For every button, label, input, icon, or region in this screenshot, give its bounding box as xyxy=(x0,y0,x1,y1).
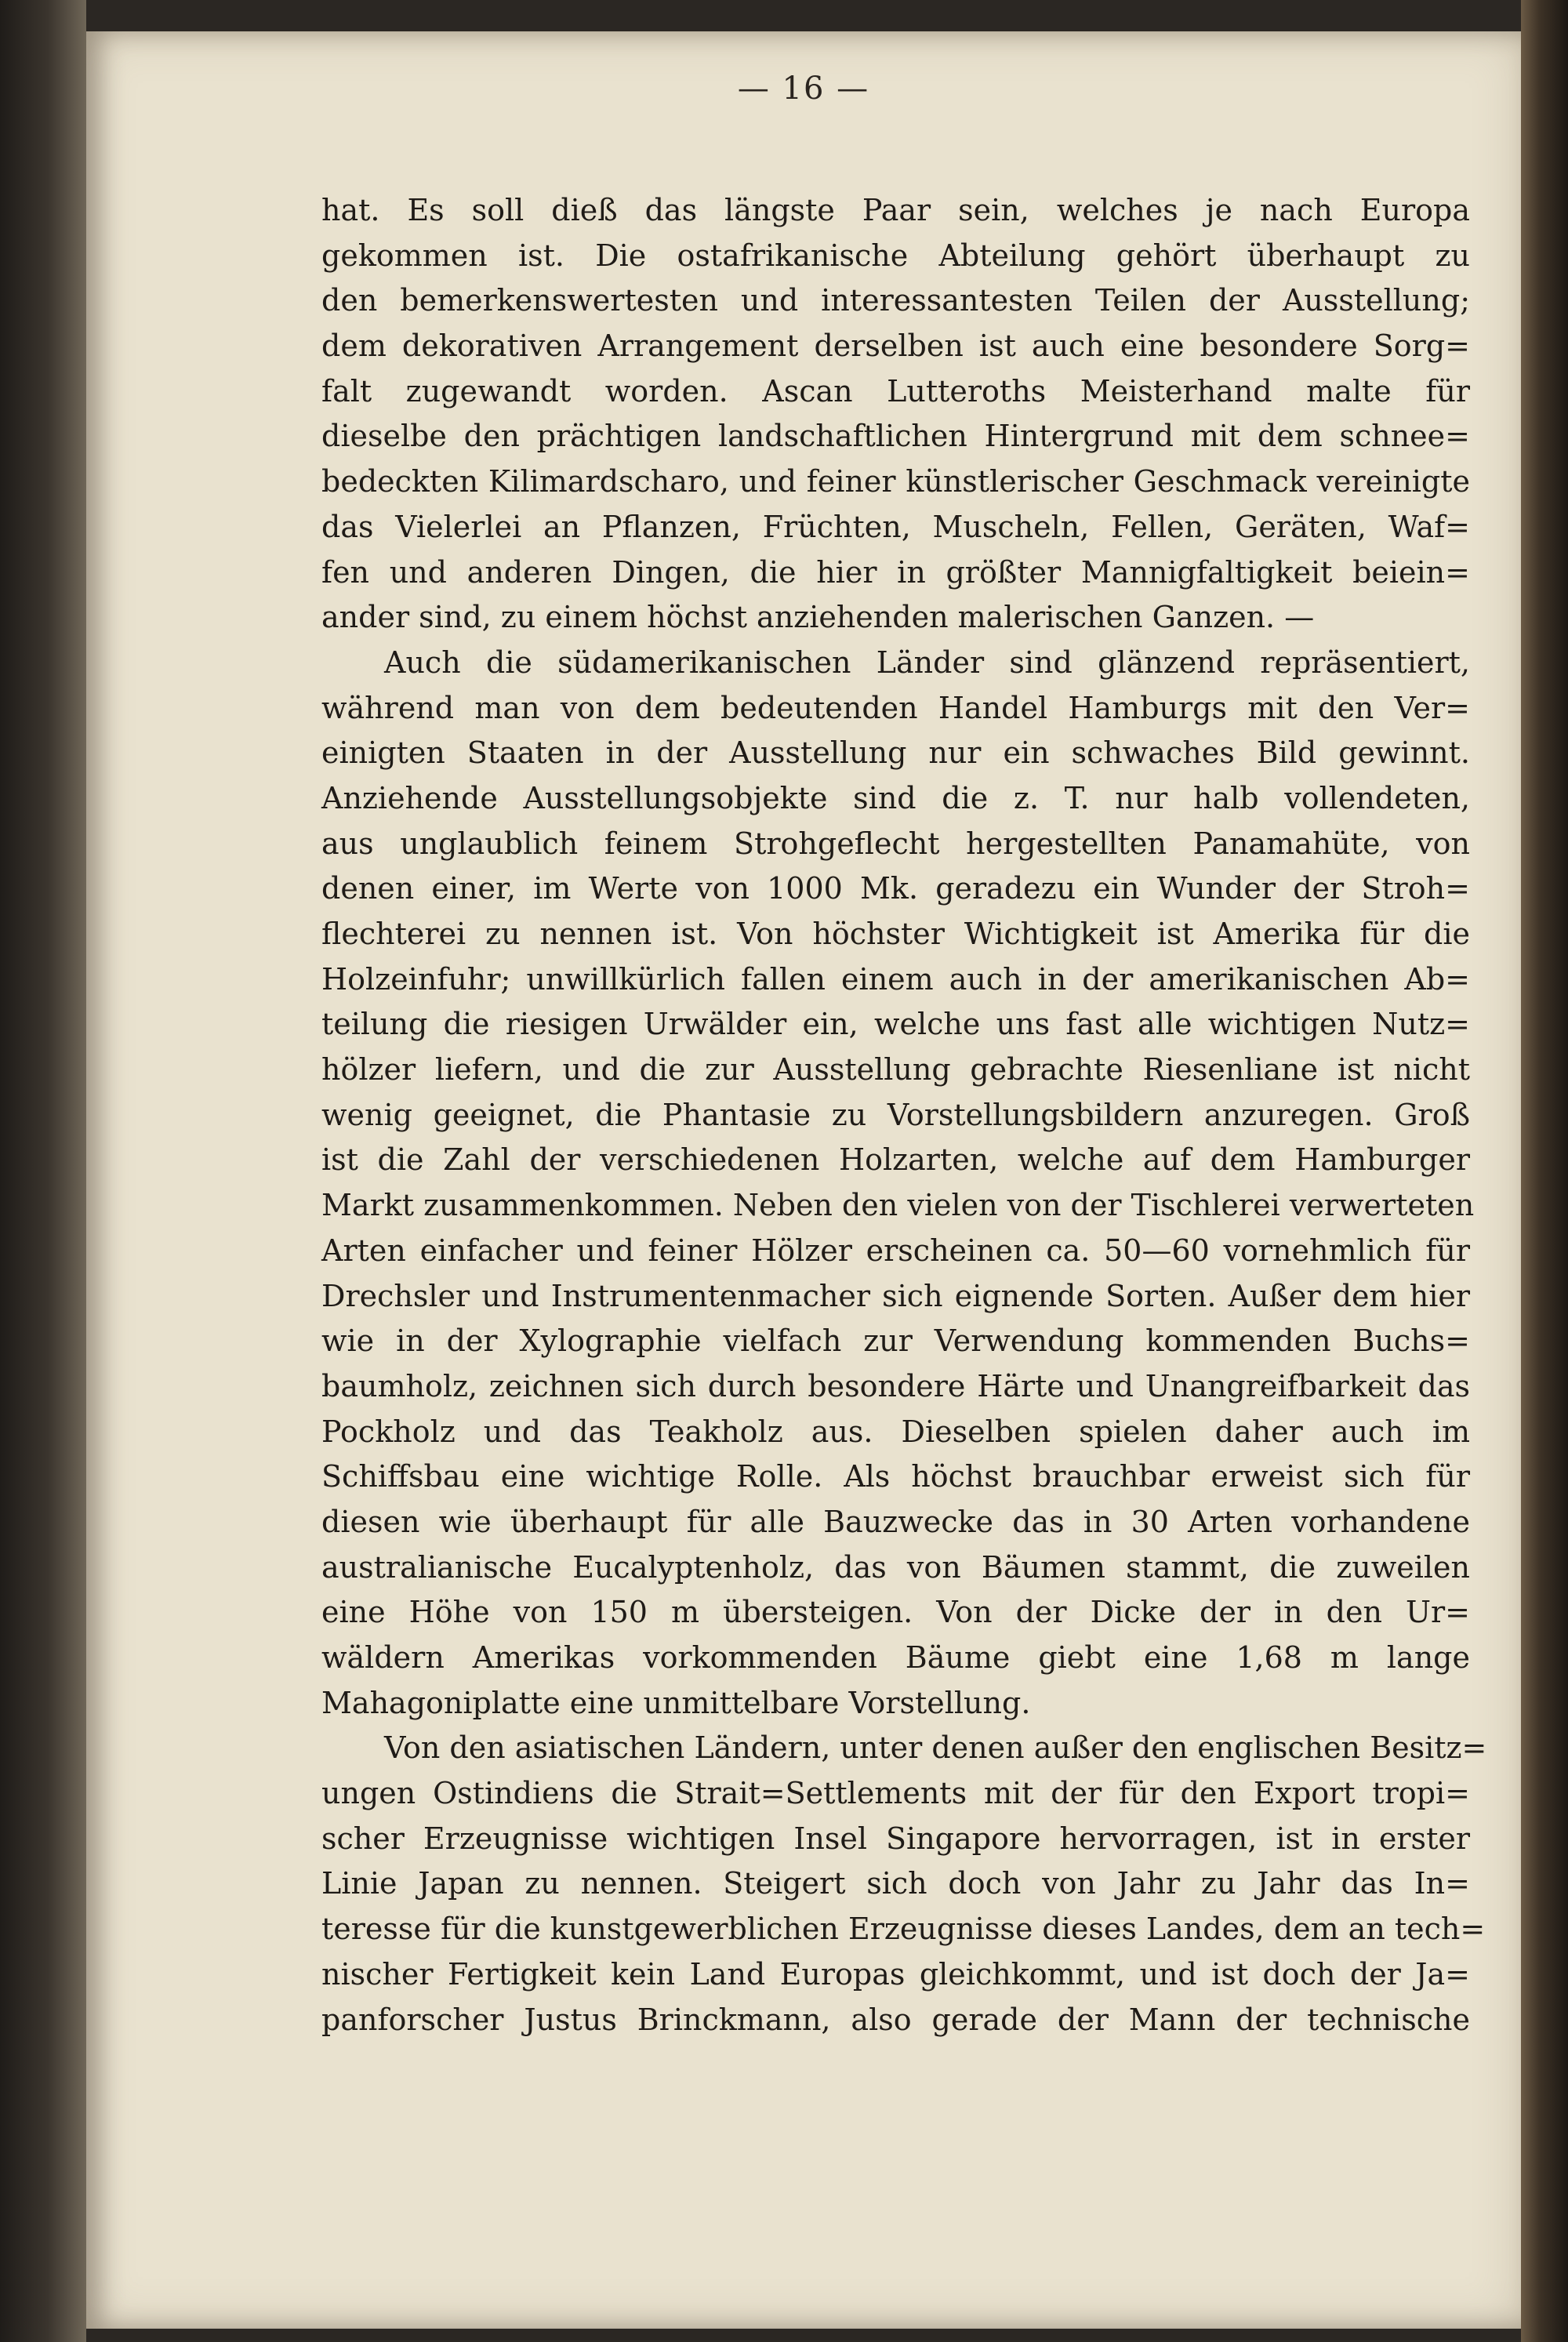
text-line: diesen wie überhaupt für alle Bauzwecke das in 30 Arten vorhandene xyxy=(321,1504,1470,1539)
book-binding-right xyxy=(1521,0,1568,2342)
paper-page xyxy=(86,31,1521,2329)
text-line: wenig geeignet, die Phantasie zu Vorstellungsbildern anzuregen. Groß xyxy=(321,1097,1470,1132)
text-line: den bemerkenswertesten und interessantesten Teilen der Ausstellung; xyxy=(321,283,1470,318)
text-line: flechterei zu nennen ist. Von höchster Wichtigkeit ist Amerika für die xyxy=(321,917,1470,951)
text-line: ungen Ostindiens die Strait=Settlements mit der für den Export tropi= xyxy=(321,1776,1470,1811)
text-line: aus unglaublich feinem Strohgeflecht hergestellten Panamahüte, von xyxy=(321,826,1470,861)
page-number: — 16 — xyxy=(737,71,870,107)
text-line: australianische Eucalyptenholz, das von Bäumen stammt, die zuweilen xyxy=(321,1549,1470,1585)
text-line: Markt zusammenkommen. Neben den vielen von der Tischlerei verwerteten xyxy=(321,1188,1475,1223)
text-line: Linie Japan zu nennen. Steigert sich doch von Jahr zu Jahr das In= xyxy=(321,1866,1470,1901)
text-line: ander sind, zu einem höchst anziehenden malerischen Ganzen. — xyxy=(321,600,1315,635)
text-line: denen einer, im Werte von 1000 Mk. geradezu ein Wunder der Stroh= xyxy=(321,871,1470,906)
text-line: bedeckten Kilimardscharo, und feiner künstlerischer Geschmack vereinigte xyxy=(321,464,1470,499)
body-text xyxy=(321,188,1487,2042)
text-line: wie in der Xylographie vielfach zur Verwendung kommenden Buchs= xyxy=(321,1324,1470,1359)
text-line: Von den asiatischen Ländern, unter denen außer den englischen Besitz= xyxy=(384,1730,1487,1766)
book-binding-left xyxy=(0,0,86,2342)
text-line: dieselbe den prächtigen landschaftlichen Hintergrund mit dem schnee= xyxy=(321,419,1470,454)
text-line: Holzeinfuhr; unwillkürlich fallen einem auch in der amerikanischen Ab= xyxy=(321,961,1470,997)
text-line: panforscher Justus Brinckmann, also gerade der Mann der technische xyxy=(321,2002,1470,2037)
text-line: gekommen ist. Die ostafrikanische Abteilung gehört überhaupt zu xyxy=(321,238,1470,273)
text-line: während man von dem bedeutenden Handel Hamburgs mit den Ver= xyxy=(321,690,1470,725)
text-line: hat. Es soll dieß das längste Paar sein, welches je nach Europa xyxy=(321,193,1470,227)
text-line: baumholz, zeichnen sich durch besondere Härte und Unangreifbarkeit das xyxy=(321,1368,1470,1403)
text-line: das Vielerlei an Pflanzen, Früchten, Muscheln, Fellen, Geräten, Waf= xyxy=(321,509,1470,544)
text-line: einigten Staaten in der Ausstellung nur ein schwaches Bild gewinnt. xyxy=(321,735,1470,771)
text-line: Drechsler und Instrumentenmacher sich eignende Sorten. Außer dem hier xyxy=(321,1278,1470,1313)
text-line: ist die Zahl der verschiedenen Holzarten, welche auf dem Hamburger xyxy=(321,1142,1470,1178)
text-line: Schiffsbau eine wichtige Rolle. Als höchst brauchbar erweist sich für xyxy=(321,1459,1470,1494)
text-line: Anziehende Ausstellungsobjekte sind die z. T. nur halb vollendeten, xyxy=(321,780,1470,815)
text-line: Mahagoniplatte eine unmittelbare Vorstellung. xyxy=(321,1685,1031,1720)
text-line: Arten einfacher und feiner Hölzer erscheinen ca. 50—60 vornehmlich für xyxy=(321,1233,1470,1268)
text-line: dem dekorativen Arrangement derselben ist auch eine besondere Sorg= xyxy=(321,329,1470,364)
text-line: hölzer liefern, und die zur Ausstellung gebrachte Riesenliane ist nicht xyxy=(321,1052,1470,1087)
text-line: scher Erzeugnisse wichtigen Insel Singapore hervorragen, ist in erster xyxy=(321,1821,1470,1856)
text-line: Pockholz und das Teakholz aus. Dieselben spielen daher auch im xyxy=(321,1414,1470,1449)
text-line: teresse für die kunstgewerblichen Erzeugnisse dieses Landes, dem an tech= xyxy=(321,1912,1486,1947)
text-line: eine Höhe von 150 m übersteigen. Von der Dicke der in den Ur= xyxy=(321,1595,1470,1630)
text-line: teilung die riesigen Urwälder ein, welche uns fast alle wichtigen Nutz= xyxy=(321,1007,1470,1042)
text-line: wäldern Amerikas vorkommenden Bäume giebt eine 1,68 m lange xyxy=(321,1640,1470,1675)
text-line: fen und anderen Dingen, die hier in größter Mannigfaltigkeit beiein= xyxy=(321,554,1470,590)
text-line: falt zugewandt worden. Ascan Lutteroths Meisterhand malte für xyxy=(321,373,1470,408)
text-line: Auch die südamerikanischen Länder sind glänzend repräsentiert, xyxy=(384,645,1470,680)
text-line: nischer Fertigkeit kein Land Europas gleichkommt, und ist doch der Ja= xyxy=(321,1956,1470,1992)
